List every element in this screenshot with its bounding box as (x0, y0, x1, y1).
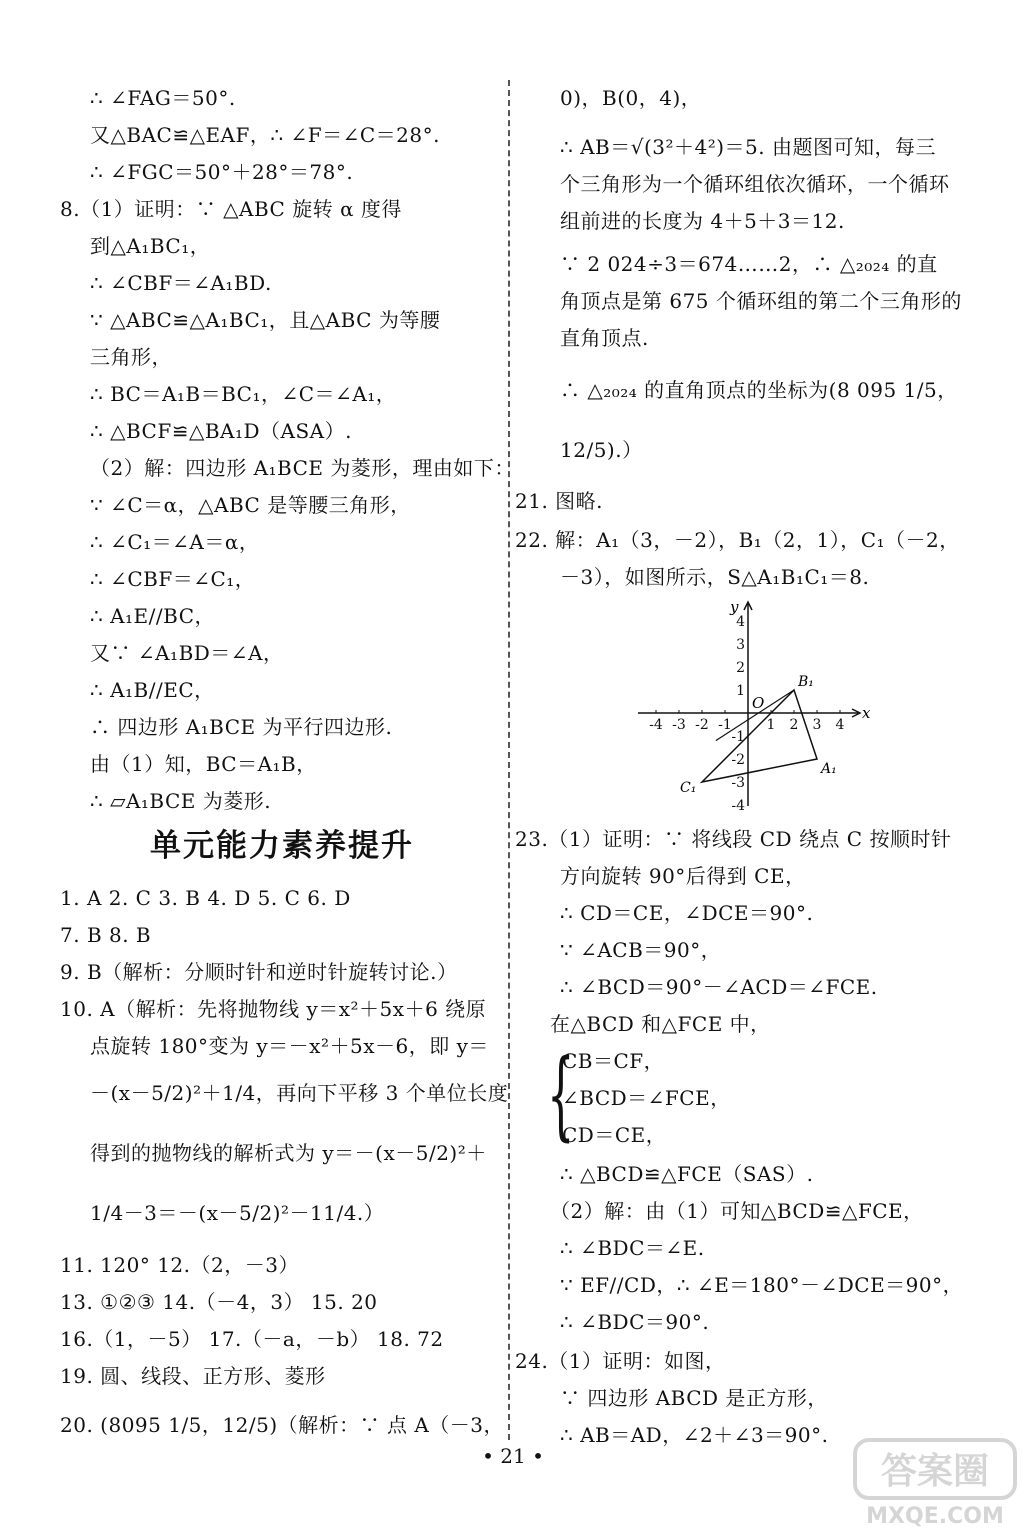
column-divider (508, 80, 510, 1440)
x-tick-label: 4 (835, 717, 845, 733)
x-tick-label: -1 (718, 717, 732, 733)
text-line: －3），如图所示，S△A₁B₁C₁＝8. (560, 565, 870, 589)
equation-line: CB＝CF， (562, 1049, 665, 1073)
text-line: 21. 图略. (515, 489, 604, 513)
text-line: ∴ ∠BDC＝∠E. (560, 1236, 705, 1260)
x-tick-label: 2 (789, 717, 799, 733)
text-line: 8.（1）证明：∵ △ABC 旋转 α 度得 (60, 197, 402, 221)
text-line: 22. 解：A₁（3，－2），B₁（2，1），C₁（－2， (515, 528, 960, 552)
text-line: ∴ ∠FGC＝50°＋28°＝78°. (90, 160, 354, 184)
answer-line: 7. B 8. B (60, 923, 152, 947)
answer-line: 13. ①②③ 14.（－4，3） 15. 20 (60, 1290, 378, 1314)
text-line: ∵ ∠C＝α，△ABC 是等腰三角形， (90, 493, 411, 517)
text-line: 0)，B(0，4)， (560, 86, 702, 110)
text-line: 三角形， (90, 345, 172, 369)
text-line: 12/5).） (560, 438, 643, 462)
text-line: 又△BAC≌△EAF，∴ ∠F＝∠C＝28°. (90, 123, 440, 147)
origin-label: O (752, 694, 765, 712)
text-line: ∴ A₁B//EC， (90, 678, 215, 702)
point-label-b1: B₁ (798, 674, 814, 690)
text-line: ∴ AB＝√(3²＋4²)＝5. 由题图可知，每三 (560, 135, 936, 159)
x-tick-label: -4 (649, 717, 663, 733)
answer-line: －(x－5/2)²＋1/4，再向下平移 3 个单位长度 (90, 1081, 509, 1105)
answer-line: 9. B（解析：分顺时针和逆时针旋转讨论.） (60, 960, 458, 984)
answer-line: 得到的抛物线的解析式为 y＝－(x－5/2)²＋ (90, 1141, 487, 1165)
text-line: ∵ 四边形 ABCD 是正方形， (560, 1386, 828, 1410)
y-tick-label: -2 (731, 752, 745, 768)
text-line: 组前进的长度为 4＋5＋3＝12. (560, 209, 845, 233)
x-tick-label: 1 (766, 717, 776, 733)
text-line: ∵ △ABC≌△A₁BC₁，且△ABC 为等腰 (90, 308, 441, 332)
y-tick-label: -4 (731, 798, 745, 810)
coordinate-graph (630, 598, 870, 810)
text-line: ∴ ∠CBF＝∠C₁， (90, 567, 256, 591)
watermark-logo (850, 1435, 1020, 1530)
answer-line: 1. A 2. C 3. B 4. D 5. C 6. D (60, 886, 351, 910)
svg-text:答案圈: 答案圈 (880, 1451, 990, 1492)
text-line: ∵ ∠ACB＝90°， (560, 938, 722, 962)
text-line: ∴ 四边形 A₁BCE 为平行四边形. (90, 715, 393, 739)
text-line: 角顶点是第 675 个循环组的第二个三角形的 (560, 289, 962, 313)
text-line: 方向旋转 90°后得到 CE， (560, 864, 806, 888)
text-line: ∴ △₂₀₂₄ 的直角顶点的坐标为(8 095 1/5， (560, 378, 958, 402)
y-tick-label: 1 (736, 683, 745, 699)
text-line: 个三角形为一个循环组依次循环，一个循环 (560, 172, 950, 196)
svg-text:MXQE.COM: MXQE.COM (866, 1504, 1004, 1529)
y-tick-label: -1 (731, 729, 745, 745)
y-axis-label: y (730, 598, 739, 616)
equation-line: CD＝CE， (562, 1123, 667, 1147)
text-line: 23.（1）证明：∵ 将线段 CD 绕点 C 按顺时针 (515, 827, 952, 851)
answer-line: 点旋转 180°变为 y＝－x²＋5x－6，即 y＝ (90, 1034, 489, 1058)
y-tick-label: 2 (736, 660, 745, 676)
answer-line: 11. 120° 12.（2，－3） (60, 1253, 299, 1277)
text-line: 由（1）知，BC＝A₁B， (90, 752, 317, 776)
text-line: ∴ A₁E//BC， (90, 604, 215, 628)
equation-line: ∠BCD＝∠FCE， (562, 1086, 731, 1110)
point-label-a1: A₁ (821, 761, 837, 777)
text-line: ∴ AB＝AD，∠2＋∠3＝90°. (560, 1423, 829, 1447)
text-line: ∴ ∠C₁＝∠A＝α， (90, 530, 260, 554)
point-label-c1: C₁ (680, 780, 697, 796)
text-line: 24.（1）证明：如图， (515, 1349, 726, 1373)
y-tick-label: -3 (731, 775, 745, 791)
text-line: ∵ 2 024÷3＝674……2，∴ △₂₀₂₄ 的直 (560, 252, 938, 276)
text-line: （2）解：由（1）可知△BCD≌△FCE， (550, 1199, 924, 1223)
text-line: ∴ ∠BDC＝90°. (560, 1310, 710, 1334)
text-line: 又∵ ∠A₁BD＝∠A， (90, 641, 284, 665)
section-title: 单元能力素养提升 (150, 828, 414, 864)
text-line: 到△A₁BC₁， (90, 234, 211, 258)
x-tick-label: -2 (695, 717, 709, 733)
y-tick-label: 3 (736, 637, 745, 653)
answer-line: 20. (8095 1/5，12/5)（解析：∵ 点 A（－3， (60, 1413, 505, 1437)
system-brace: { (547, 1039, 575, 1151)
text-line: ∴ ∠BCD＝90°－∠ACD＝∠FCE. (560, 975, 878, 999)
page-number: • 21 • (482, 1444, 544, 1468)
text-line: ∴ ∠FAG＝50°. (90, 86, 236, 110)
text-line: ∴ ∠CBF＝∠A₁BD. (90, 271, 272, 295)
x-tick-label: -3 (672, 717, 686, 733)
text-line: ∴ BC＝A₁B＝BC₁，∠C＝∠A₁， (90, 382, 397, 406)
text-line: ∴ CD＝CE，∠DCE＝90°. (560, 901, 814, 925)
answer-line: 1/4－3＝－(x－5/2)²－11/4.） (90, 1201, 385, 1225)
text-line: ∵ EF//CD，∴ ∠E＝180°－∠DCE＝90°， (560, 1273, 964, 1297)
answer-line: 19. 圆、线段、正方形、菱形 (60, 1364, 326, 1388)
text-line: 在△BCD 和△FCE 中， (550, 1012, 771, 1036)
x-axis-label: x (862, 704, 870, 722)
answer-line: 16.（1，－5） 17.（－a，－b） 18. 72 (60, 1327, 444, 1351)
text-line: ∴ △BCD≌△FCE（SAS）. (560, 1162, 814, 1186)
text-line: 直角顶点. (560, 326, 649, 350)
answer-line: 10. A（解析：先将抛物线 y＝x²＋5x＋6 绕原 (60, 997, 487, 1021)
text-line: ∴ ▱A₁BCE 为菱形. (90, 789, 272, 813)
y-tick-label: 4 (736, 614, 745, 630)
x-tick-label: 3 (812, 717, 822, 733)
text-line: ∴ △BCF≌△BA₁D（ASA）. (90, 419, 352, 443)
text-line: （2）解：四边形 A₁BCE 为菱形，理由如下： (90, 456, 515, 480)
